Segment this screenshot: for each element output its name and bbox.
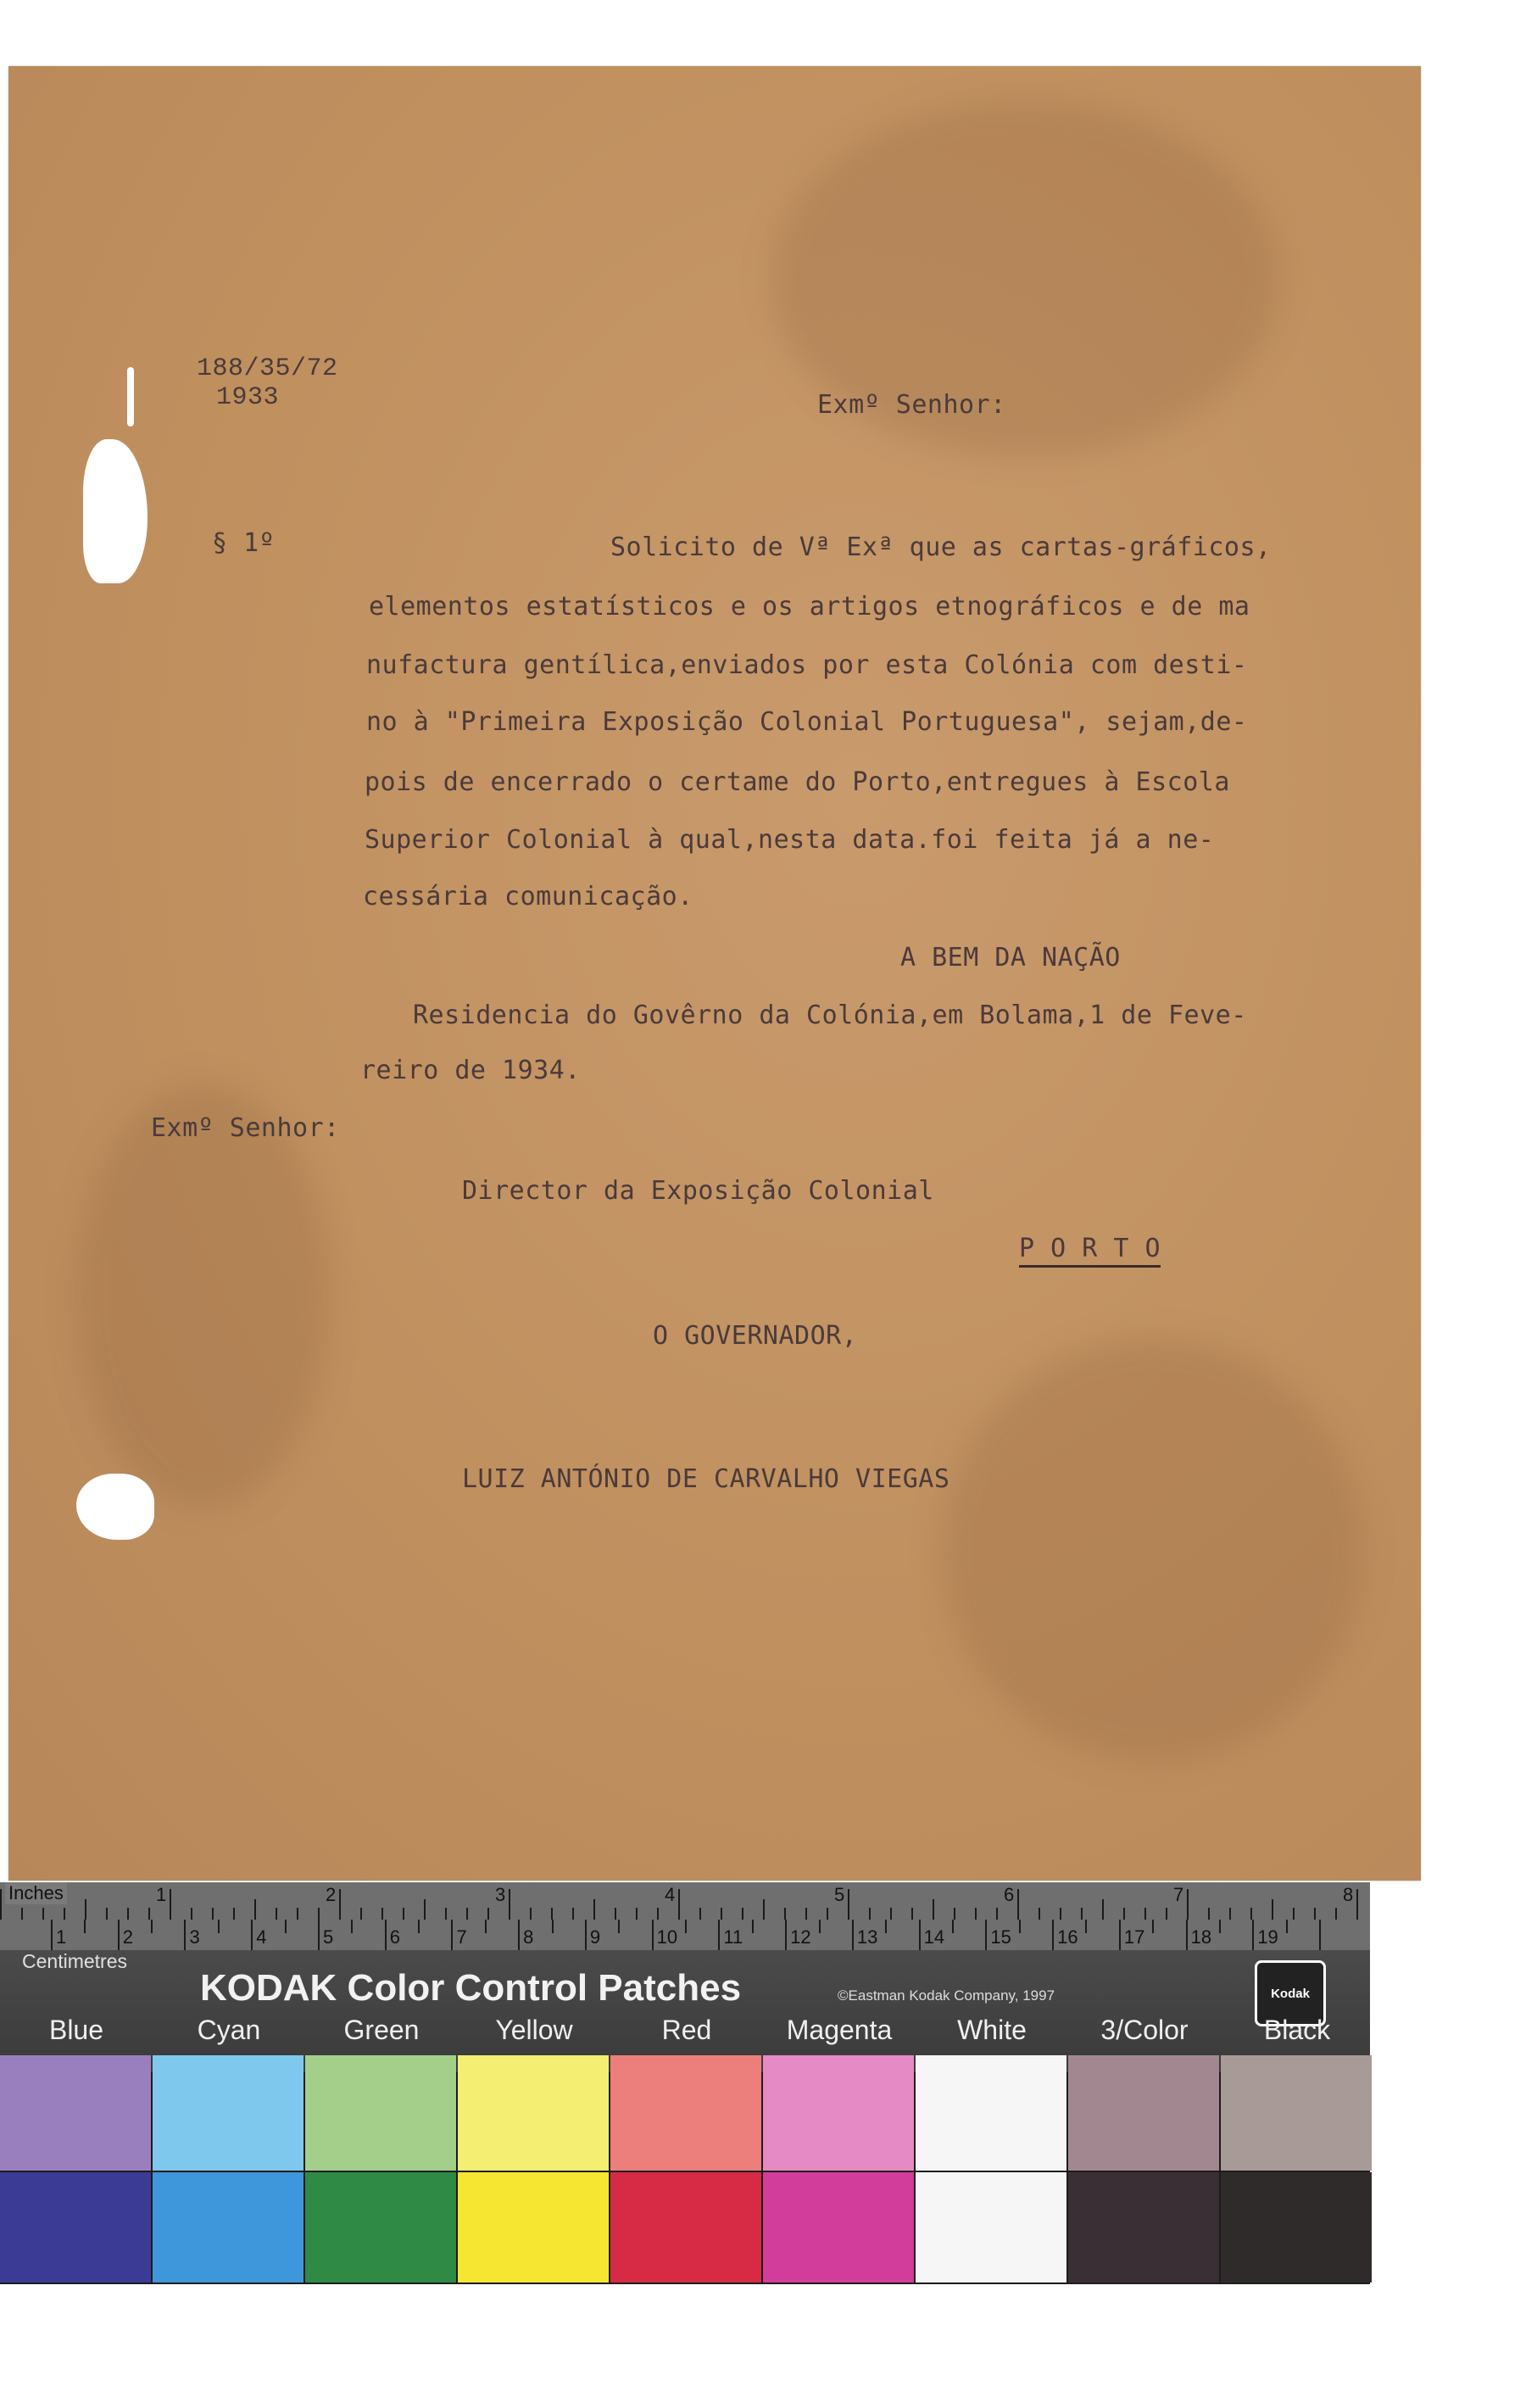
ruler-tick	[954, 1908, 955, 1920]
ruler-tick	[418, 1920, 420, 1933]
color-patch-light	[458, 2055, 609, 2171]
cm-number: 19	[1257, 1926, 1278, 1948]
ruler-tick	[360, 1908, 362, 1920]
paper-tear	[127, 367, 134, 426]
ruler-tick	[509, 1889, 510, 1920]
kodak-logo-text: Kodak	[1271, 1986, 1310, 2001]
closing-formula: A BEM DA NAÇÃO	[900, 943, 1121, 973]
color-patch-light	[305, 2055, 456, 2171]
cm-number: 10	[656, 1926, 678, 1948]
ruler-tick	[763, 1899, 765, 1920]
color-patch-light	[1068, 2055, 1219, 2171]
ruler-tick	[184, 1920, 186, 1950]
ruler-tick	[1314, 1908, 1316, 1920]
ruler-tick	[848, 1889, 849, 1920]
cm-number: 14	[923, 1926, 945, 1948]
ruler-tick	[233, 1908, 235, 1920]
ruler-tick	[1085, 1920, 1087, 1933]
ruler-tick	[151, 1920, 153, 1933]
ruler-tick	[1335, 1908, 1337, 1920]
ruler-tick	[518, 1920, 520, 1950]
color-patch-light	[763, 2055, 914, 2171]
body-line: cessária comunicação.	[363, 882, 693, 911]
place-date-line: Residencia do Govêrno da Colónia,em Bolama,1 de Feve-	[413, 1001, 1247, 1030]
cm-number: 12	[790, 1926, 811, 1948]
ruler-tick	[827, 1908, 828, 1920]
patch-label: Black	[1263, 2015, 1331, 2045]
color-patch-dark	[763, 2172, 914, 2283]
ruler-tick	[445, 1908, 447, 1920]
ruler-tick	[752, 1920, 754, 1933]
color-patch-dark	[916, 2172, 1066, 2283]
ruler-tick	[385, 1920, 387, 1950]
ruler-tick	[118, 1920, 120, 1950]
body-line: no à "Primeira Exposição Colonial Portuguesa", sejam,de-	[366, 707, 1248, 737]
color-patch-dark	[458, 2172, 609, 2283]
ruler	[0, 1882, 1370, 1950]
body-line: Solicito de Vª Exª que as cartas-gráficos,	[610, 532, 1272, 562]
ruler-tick	[424, 1899, 426, 1920]
cm-number: 11	[723, 1926, 743, 1948]
cm-number: 1	[56, 1926, 67, 1948]
color-patch-light	[916, 2055, 1066, 2171]
ruler-tick	[996, 1908, 998, 1920]
punch-hole	[83, 439, 148, 583]
ruler-tick	[699, 1908, 701, 1920]
body-line: elementos estatísticos e os artigos etnográficos e de ma	[369, 592, 1250, 622]
ruler-tick	[84, 1920, 86, 1933]
punch-hole	[76, 1474, 154, 1540]
ruler-tick	[351, 1920, 353, 1933]
ruler-tick	[285, 1920, 287, 1933]
ruler-tick	[1052, 1920, 1054, 1950]
ruler-tick	[1019, 1920, 1021, 1933]
cm-number: 5	[322, 1926, 334, 1948]
ruler-tick	[919, 1920, 921, 1950]
ruler-tick	[685, 1920, 687, 1933]
centimetres-label: Centimetres	[22, 1950, 127, 1972]
salutation: Exmº Senhor:	[817, 390, 1006, 420]
ruler-tick	[784, 1908, 786, 1920]
ruler-tick	[1060, 1908, 1061, 1920]
ruler-tick	[64, 1908, 65, 1920]
ruler-tick	[1166, 1908, 1167, 1920]
ruler-tick	[276, 1908, 277, 1920]
ruler-tick	[885, 1920, 887, 1933]
ruler-tick	[485, 1920, 487, 1933]
inch-number: 8	[1343, 1884, 1354, 1905]
cm-number: 16	[1057, 1926, 1078, 1948]
ruler-tick	[636, 1908, 638, 1920]
ruler-tick	[585, 1920, 587, 1950]
ruler-tick	[318, 1908, 320, 1920]
ruler-tick	[127, 1908, 129, 1920]
ruler-tick	[339, 1889, 341, 1920]
ruler-tick	[718, 1920, 720, 1950]
cm-number: 8	[523, 1926, 534, 1948]
ruler-tick	[869, 1908, 871, 1920]
ruler-tick	[657, 1908, 659, 1920]
color-patch-light	[1221, 2055, 1372, 2171]
color-patch-dark	[305, 2172, 456, 2283]
cm-number: 15	[990, 1926, 1011, 1948]
ruler-tick	[1039, 1908, 1040, 1920]
kodak-color-target	[0, 1882, 1370, 2284]
ruler-tick	[487, 1908, 489, 1920]
ruler-tick	[254, 1899, 256, 1920]
ruler-tick	[1319, 1920, 1321, 1950]
signatory-name: LUIZ ANTÓNIO DE CARVALHO VIEGAS	[462, 1464, 950, 1494]
patch-label: Cyan	[197, 2015, 261, 2045]
ruler-tick	[1186, 1920, 1188, 1950]
patch-label: Blue	[48, 2015, 104, 2045]
ruler-tick	[1286, 1920, 1288, 1933]
ruler-tick	[652, 1920, 654, 1950]
ruler-tick	[852, 1920, 854, 1950]
document-sheet	[8, 66, 1421, 1881]
inch-number: 7	[1173, 1884, 1184, 1905]
patch-label: Yellow	[495, 2015, 573, 2045]
addressee: Director da Exposição Colonial	[462, 1176, 934, 1206]
ruler-tick	[297, 1908, 298, 1920]
ruler-tick	[191, 1908, 192, 1920]
inch-number: 2	[326, 1884, 337, 1905]
ruler-tick	[911, 1908, 913, 1920]
addressee-salutation: Exmº Senhor:	[151, 1113, 340, 1143]
inch-number: 6	[1004, 1884, 1015, 1905]
ruler-tick	[106, 1908, 108, 1920]
cm-number: 6	[389, 1926, 400, 1948]
paper-stain	[941, 1338, 1365, 1762]
ruler-tick	[318, 1920, 320, 1950]
ruler-tick	[1250, 1908, 1252, 1920]
inch-number: 4	[665, 1884, 676, 1905]
ruler-tick	[552, 1920, 554, 1933]
color-patch-light	[0, 2055, 151, 2171]
ruler-tick	[381, 1908, 383, 1920]
color-patch-light	[153, 2055, 304, 2171]
body-line: nufactura gentílica,enviados por esta Colónia com desti-	[366, 650, 1248, 680]
ruler-tick	[85, 1899, 86, 1920]
ruler-tick	[1123, 1908, 1125, 1920]
ruler-tick	[1102, 1899, 1104, 1920]
ruler-tick	[1229, 1908, 1231, 1920]
inches-label: Inches	[5, 1882, 67, 1904]
ruler-tick	[721, 1908, 722, 1920]
kodak-copyright: ©Eastman Kodak Company, 1997	[838, 1987, 1055, 2004]
color-patch-dark	[610, 2172, 761, 2283]
ruler-tick	[1119, 1920, 1121, 1950]
color-patch-light	[610, 2055, 761, 2171]
ruler-tick	[51, 1920, 53, 1950]
ruler-tick	[985, 1920, 987, 1950]
ruler-tick	[530, 1908, 532, 1920]
ruler-tick	[1081, 1908, 1083, 1920]
body-line: Superior Colonial à qual,nesta data.foi feita já a ne-	[365, 825, 1215, 855]
ruler-tick	[551, 1908, 553, 1920]
ruler-tick	[933, 1899, 934, 1920]
inch-number: 3	[495, 1884, 506, 1905]
cm-number: 13	[856, 1926, 878, 1948]
ruler-tick	[1356, 1889, 1358, 1920]
ruler-tick	[148, 1908, 150, 1920]
ruler-tick	[1152, 1920, 1154, 1933]
ruler-tick	[170, 1889, 171, 1920]
ruler-tick	[1293, 1908, 1295, 1920]
ruler-tick	[805, 1908, 807, 1920]
ruler-tick	[466, 1908, 468, 1920]
ruler-tick	[218, 1920, 220, 1933]
ruler-tick	[1017, 1889, 1019, 1920]
color-patch-dark	[153, 2172, 304, 2283]
cm-number: 2	[122, 1926, 133, 1948]
patch-label: 3/Color	[1100, 2015, 1189, 2045]
ruler-tick	[1208, 1908, 1210, 1920]
ruler-tick	[890, 1908, 892, 1920]
reference-number: 188/35/72	[197, 354, 338, 383]
cm-number: 18	[1190, 1926, 1212, 1948]
color-patch-dark	[1068, 2172, 1219, 2283]
ruler-tick	[0, 1889, 2, 1920]
ruler-tick	[42, 1908, 44, 1920]
ruler-tick	[785, 1920, 787, 1950]
section-number: § 1º	[212, 528, 276, 558]
ruler-tick	[1187, 1889, 1189, 1920]
body-line: pois de encerrado o certame do Porto,entregues à Escola	[365, 767, 1230, 797]
cm-number: 17	[1123, 1926, 1145, 1948]
ruler-tick	[618, 1920, 620, 1933]
cm-number: 4	[256, 1926, 267, 1948]
reference-year: 1933	[216, 383, 280, 412]
ruler-tick	[21, 1908, 23, 1920]
ruler-tick	[615, 1908, 616, 1920]
ruler-tick	[678, 1889, 680, 1920]
ruler-tick	[975, 1908, 977, 1920]
ruler-tick	[403, 1908, 404, 1920]
cm-number: 7	[456, 1926, 467, 1948]
ruler-tick	[1219, 1920, 1221, 1933]
ruler-tick	[593, 1899, 595, 1920]
patch-label: Red	[661, 2015, 712, 2045]
paper-stain	[76, 1084, 331, 1508]
signatory-title: O GOVERNADOR,	[653, 1321, 858, 1351]
ruler-tick	[742, 1908, 743, 1920]
inch-number: 5	[834, 1884, 845, 1905]
ruler-tick	[451, 1920, 453, 1950]
kodak-title: KODAK Color Control Patches	[200, 1967, 742, 2009]
ruler-tick	[952, 1920, 954, 1933]
ruler-tick	[212, 1908, 214, 1920]
patch-label: Magenta	[786, 2015, 893, 2045]
patch-label: Green	[343, 2015, 420, 2045]
color-patch-dark	[0, 2172, 151, 2283]
place-date-line: reiro de 1934.	[360, 1056, 581, 1085]
ruler-tick	[819, 1920, 821, 1933]
city: P O R T O	[1019, 1234, 1161, 1268]
inch-number: 1	[156, 1884, 167, 1905]
patch-label: White	[957, 2015, 1027, 2045]
ruler-tick	[572, 1908, 574, 1920]
ruler-tick	[1272, 1899, 1273, 1920]
cm-number: 3	[189, 1926, 200, 1948]
ruler-tick	[1144, 1908, 1146, 1920]
color-patch-dark	[1221, 2172, 1372, 2283]
cm-number: 9	[589, 1926, 601, 1948]
ruler-tick	[1252, 1920, 1254, 1950]
ruler-tick	[251, 1920, 253, 1950]
